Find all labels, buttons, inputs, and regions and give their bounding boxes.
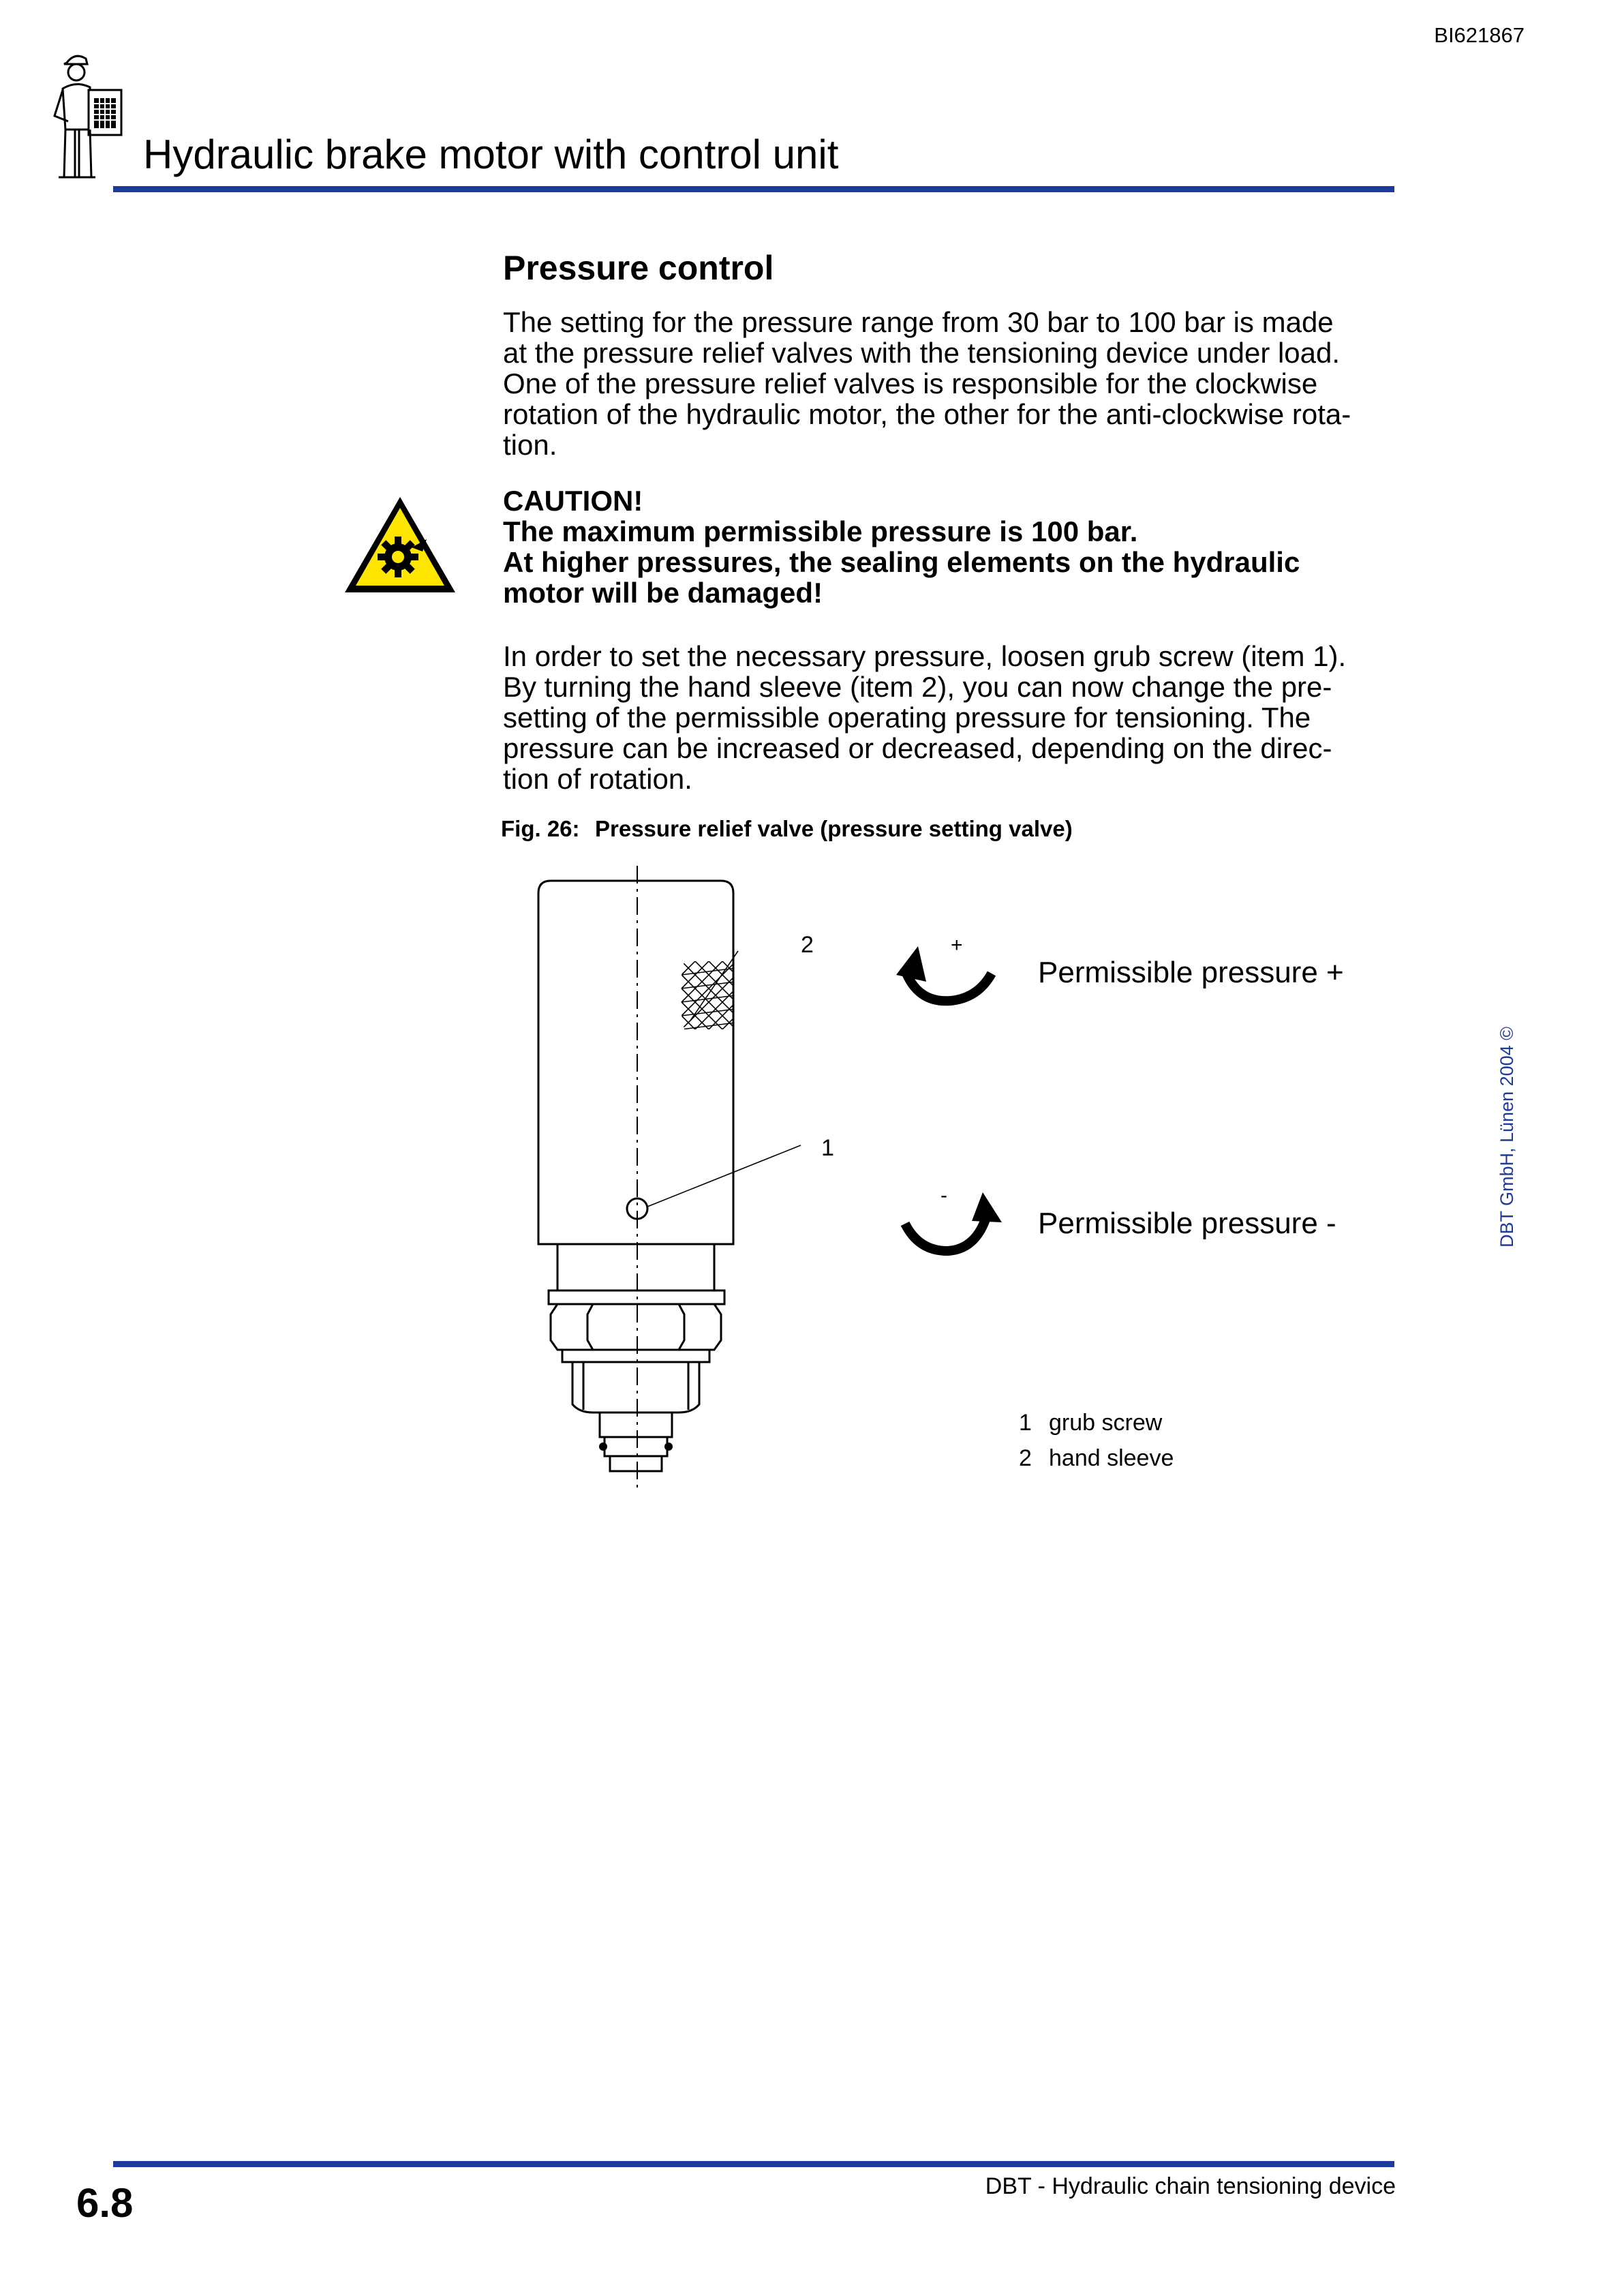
callout-grub-screw: 1 [821, 1135, 834, 1161]
caution-line: motor will be damaged! [503, 577, 823, 609]
figure-number: Fig. 26: [501, 816, 580, 841]
text-line: at the pressure relief valves with the tensioning device under load. [503, 337, 1341, 369]
pressure-relief-valve-drawing [525, 859, 893, 1500]
caution-label: CAUTION! [503, 485, 643, 517]
document-id: BI621867 [1434, 23, 1525, 47]
legend-number: 1 [1019, 1410, 1032, 1436]
intro-paragraph [503, 307, 1396, 460]
section-heading: Pressure control [503, 249, 774, 287]
label-pressure-minus: Permissible pressure - [1038, 1207, 1336, 1240]
text-line: In order to set the necessary pressure, loosen grub screw (item 1). [503, 640, 1347, 672]
page-number: 6.8 [76, 2180, 134, 2226]
caution-line: The maximum permissible pressure is 100 bar. [503, 515, 1138, 547]
text-line: tion of rotation. [503, 763, 692, 795]
footer-rule [113, 2161, 1394, 2167]
text-line: pressure can be increased or decreased, depending on the direc- [503, 732, 1332, 764]
caution-notice [503, 485, 1396, 608]
legend-number: 2 [1019, 1445, 1032, 1471]
anticlockwise-arrow-icon [896, 933, 998, 1008]
worker-manual-icon [48, 48, 136, 184]
warning-triangle-icon [342, 494, 458, 595]
minus-sign: - [940, 1184, 947, 1207]
copyright-note: DBT GmbH, Lünen 2004 © [1497, 1026, 1517, 1248]
legend-item [1019, 1410, 1162, 1436]
text-line: By turning the hand sleeve (item 2), you can now change the pre- [503, 671, 1332, 703]
text-line: The setting for the pressure range from 30 bar to 100 bar is made [503, 306, 1334, 338]
text-line: rotation of the hydraulic motor, the other for the anti-clockwise rota- [503, 398, 1351, 430]
header-rule [113, 186, 1394, 192]
figure-title: Pressure relief valve (pressure setting valve) [595, 816, 1073, 841]
text-line: tion. [503, 429, 557, 461]
text-line: setting of the permissible operating pressure for tensioning. The [503, 701, 1311, 734]
clockwise-arrow-icon [900, 1183, 1002, 1258]
callout-hand-sleeve: 2 [801, 932, 814, 958]
text-line: One of the pressure relief valves is responsible for the clockwise [503, 367, 1318, 399]
figure-caption [501, 816, 1073, 842]
footer-title: DBT - Hydraulic chain tensioning device [985, 2173, 1396, 2199]
caution-line: At higher pressures, the sealing elements on the hydraulic [503, 546, 1300, 578]
legend-text: hand sleeve [1049, 1445, 1174, 1471]
plus-sign: + [951, 934, 963, 956]
page-title: Hydraulic brake motor with control unit [143, 132, 839, 177]
label-pressure-plus: Permissible pressure + [1038, 956, 1344, 989]
procedure-paragraph [503, 641, 1396, 794]
legend-text: grub screw [1049, 1410, 1163, 1436]
legend-item [1019, 1445, 1174, 1472]
